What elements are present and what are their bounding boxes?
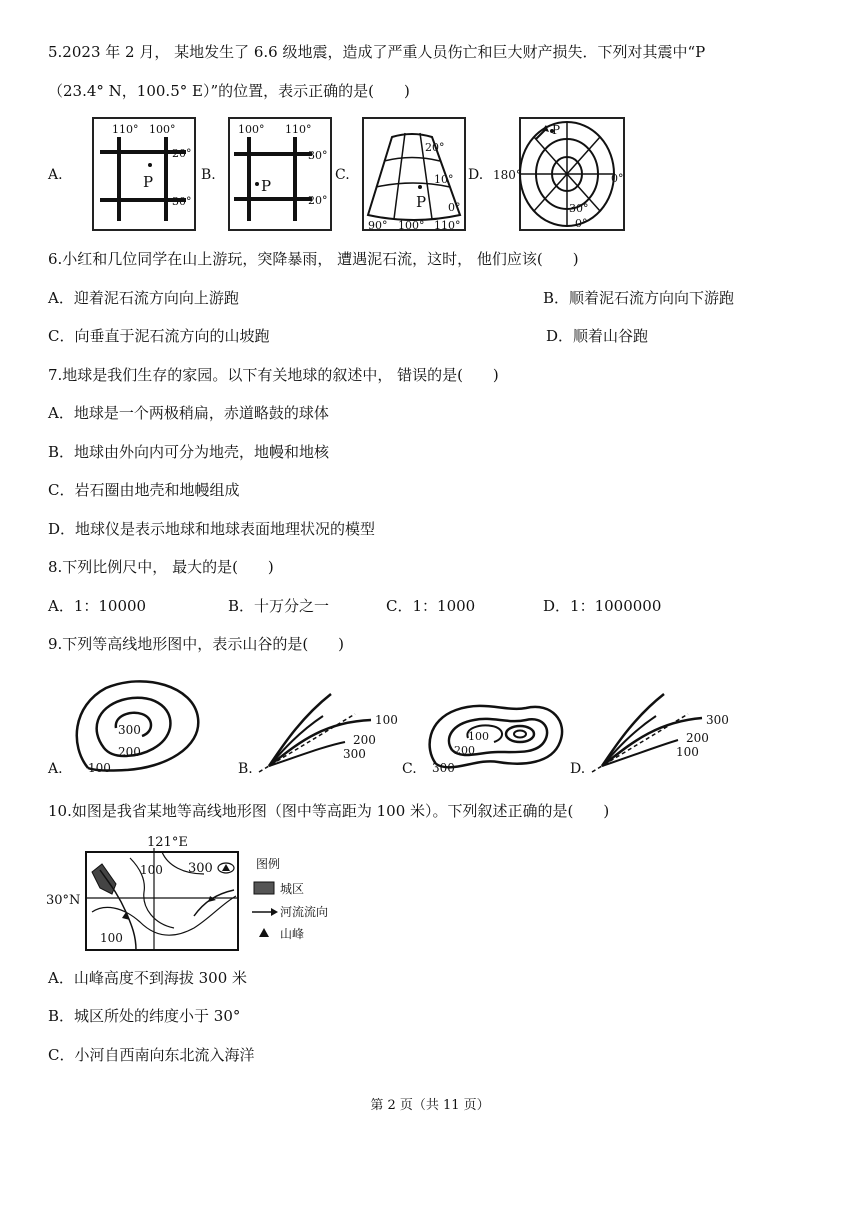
q9c-inner-label: 100 bbox=[468, 730, 489, 743]
q5a-point-label: P bbox=[143, 173, 154, 191]
q10-lat-label: 30°N bbox=[46, 893, 81, 908]
q9b-bottom-label: 300 bbox=[343, 747, 366, 761]
q5a-lon-left: 110° bbox=[112, 123, 139, 136]
q5-polar-map-d bbox=[493, 117, 638, 231]
q7-stem: 7.地球是我们生存的家园。以下有关地球的叙述中， 错误的是( ) bbox=[48, 366, 499, 384]
q6-option-d: D．顺着山谷跑 bbox=[546, 327, 649, 345]
q10-option-b: B．城区所处的纬度小于 30° bbox=[48, 1007, 241, 1025]
q5c-point-dot bbox=[418, 185, 422, 189]
q10-contour-100-bottom: 100 bbox=[100, 931, 123, 945]
q10-option-a: A．山峰高度不到海拔 300 米 bbox=[48, 969, 248, 987]
q6-option-b: B．顺着泥石流方向向下游跑 bbox=[543, 289, 735, 307]
q7-option-a: A．地球是一个两极稍扁，赤道略鼓的球体 bbox=[48, 404, 329, 422]
q9d-bottom-label: 100 bbox=[676, 745, 699, 759]
q8-option-d: D．1：1000000 bbox=[543, 597, 662, 615]
q9-stem: 9.下列等高线地形图中，表示山谷的是( ) bbox=[48, 635, 345, 653]
q5d-lat-outer: 0° bbox=[575, 217, 588, 230]
q9-option-d-label: D. bbox=[570, 761, 586, 777]
q5a-point-dot bbox=[148, 163, 152, 167]
q9-option-c-label: C. bbox=[402, 761, 417, 777]
q10-contour-300: 300 bbox=[188, 861, 213, 876]
q8-option-c: C．1：1000 bbox=[386, 597, 476, 615]
q5-option-b-label: B. bbox=[201, 167, 216, 183]
q5-grid-map-b bbox=[228, 117, 332, 231]
q9c-outer-label: 300 bbox=[432, 761, 455, 775]
q5c-lat-top: 20° bbox=[425, 141, 445, 154]
q5-stem-line1: 5.2023 年 2 月， 某地发生了 6.6 级地震，造成了严重人员伤亡和巨大财产损失．下列对其震中“P bbox=[48, 43, 706, 61]
q9a-outer-label: 100 bbox=[88, 761, 111, 775]
q10-stem: 10.如图是我省某地等高线地形图（图中等高距为 100 米）。下列叙述正确的是( ) bbox=[48, 802, 610, 820]
q9-contour-b bbox=[255, 686, 405, 778]
q9-contour-a bbox=[66, 676, 206, 780]
q8-option-b: B．十万分之一 bbox=[228, 597, 330, 615]
q5a-lat-top: 20° bbox=[172, 147, 192, 160]
q5-grid-map-a bbox=[92, 117, 196, 231]
q9d-mid-label: 200 bbox=[686, 731, 709, 745]
q5d-lon-right: 0° bbox=[611, 172, 624, 185]
q5a-lon-right: 100° bbox=[149, 123, 176, 136]
q9-option-a-label: A. bbox=[48, 761, 63, 777]
q9-contour-d bbox=[588, 686, 736, 778]
q10-legend-river: 河流流向 bbox=[280, 905, 329, 919]
q10-legend-title: 图例 bbox=[256, 857, 281, 871]
q7-option-b: B．地球由外向内可分为地壳，地幔和地核 bbox=[48, 443, 330, 461]
q10-peak-symbol bbox=[222, 864, 230, 871]
q10-legend-peak: 山峰 bbox=[280, 927, 305, 941]
q9a-mid-label: 200 bbox=[118, 745, 141, 759]
q10-legend-peak-symbol bbox=[259, 928, 269, 937]
q5c-lat-mid: 10° bbox=[434, 173, 454, 186]
q10-contour-map bbox=[44, 832, 364, 956]
q6-stem: 6.小红和几位同学在山上游玩，突降暴雨， 遭遇泥石流，这时， 他们应该( ) bbox=[48, 250, 579, 268]
q5b-lat-top: 30° bbox=[308, 149, 328, 162]
q6-option-c: C．向垂直于泥石流方向的山坡跑 bbox=[48, 327, 270, 345]
q5-option-a-label: A. bbox=[48, 167, 63, 183]
q5d-point-label: P bbox=[552, 123, 561, 137]
q5d-lat-mid: 30° bbox=[569, 202, 589, 215]
q5c-lon-2: 100° bbox=[398, 219, 425, 232]
q5c-point-label: P bbox=[416, 193, 427, 211]
q10-option-c: C．小河自西南向东北流入海洋 bbox=[48, 1046, 255, 1064]
q9b-top-label: 100 bbox=[375, 713, 398, 727]
q10-legend-city-swatch bbox=[254, 882, 274, 894]
q10-lon-label: 121°E bbox=[147, 835, 188, 850]
q5d-lon-left: 180° bbox=[493, 168, 522, 182]
q10-contour-100-top: 100 bbox=[140, 863, 163, 877]
q9a-inner-label: 300 bbox=[118, 723, 141, 737]
q5b-lat-bottom: 20° bbox=[308, 194, 328, 207]
q5b-lon-right: 110° bbox=[285, 123, 312, 136]
q5b-point-dot bbox=[255, 182, 259, 186]
q10-city-area bbox=[92, 864, 116, 894]
q9-contour-c bbox=[422, 698, 572, 778]
q5c-lat-bottom: 0° bbox=[448, 201, 461, 214]
q9d-top-label: 300 bbox=[706, 713, 729, 727]
q5a-lat-bottom: 30° bbox=[172, 195, 192, 208]
q5-option-c-label: C. bbox=[335, 167, 350, 183]
q5c-lon-1: 90° bbox=[368, 219, 388, 232]
q8-option-a: A．1：10000 bbox=[48, 597, 147, 615]
q5-fan-map-c bbox=[362, 117, 466, 231]
q10-legend-city: 城区 bbox=[280, 882, 305, 896]
page-footer: 第 2 页（共 11 页） bbox=[370, 1098, 490, 1113]
q5c-lon-3: 110° bbox=[434, 219, 461, 232]
q8-stem: 8.下列比例尺中， 最大的是( ) bbox=[48, 558, 274, 576]
q7-option-d: D．地球仪是表示地球和地球表面地理状况的模型 bbox=[48, 520, 376, 538]
q5-stem-line2: （23.4° N，100.5° E）”的位置，表示正确的是( ) bbox=[48, 82, 410, 100]
q9c-mid-label: 200 bbox=[454, 744, 475, 757]
q5b-point-label: P bbox=[261, 177, 272, 195]
q5b-lon-left: 100° bbox=[238, 123, 265, 136]
q9-option-b-label: B. bbox=[238, 761, 253, 777]
q7-option-c: C．岩石圈由地壳和地幔组成 bbox=[48, 481, 240, 499]
q9b-mid-label: 200 bbox=[353, 733, 376, 747]
q5-option-d-label: D. bbox=[468, 167, 484, 183]
q10-legend-river-arrow bbox=[271, 908, 278, 916]
q6-option-a: A．迎着泥石流方向向上游跑 bbox=[48, 289, 239, 307]
